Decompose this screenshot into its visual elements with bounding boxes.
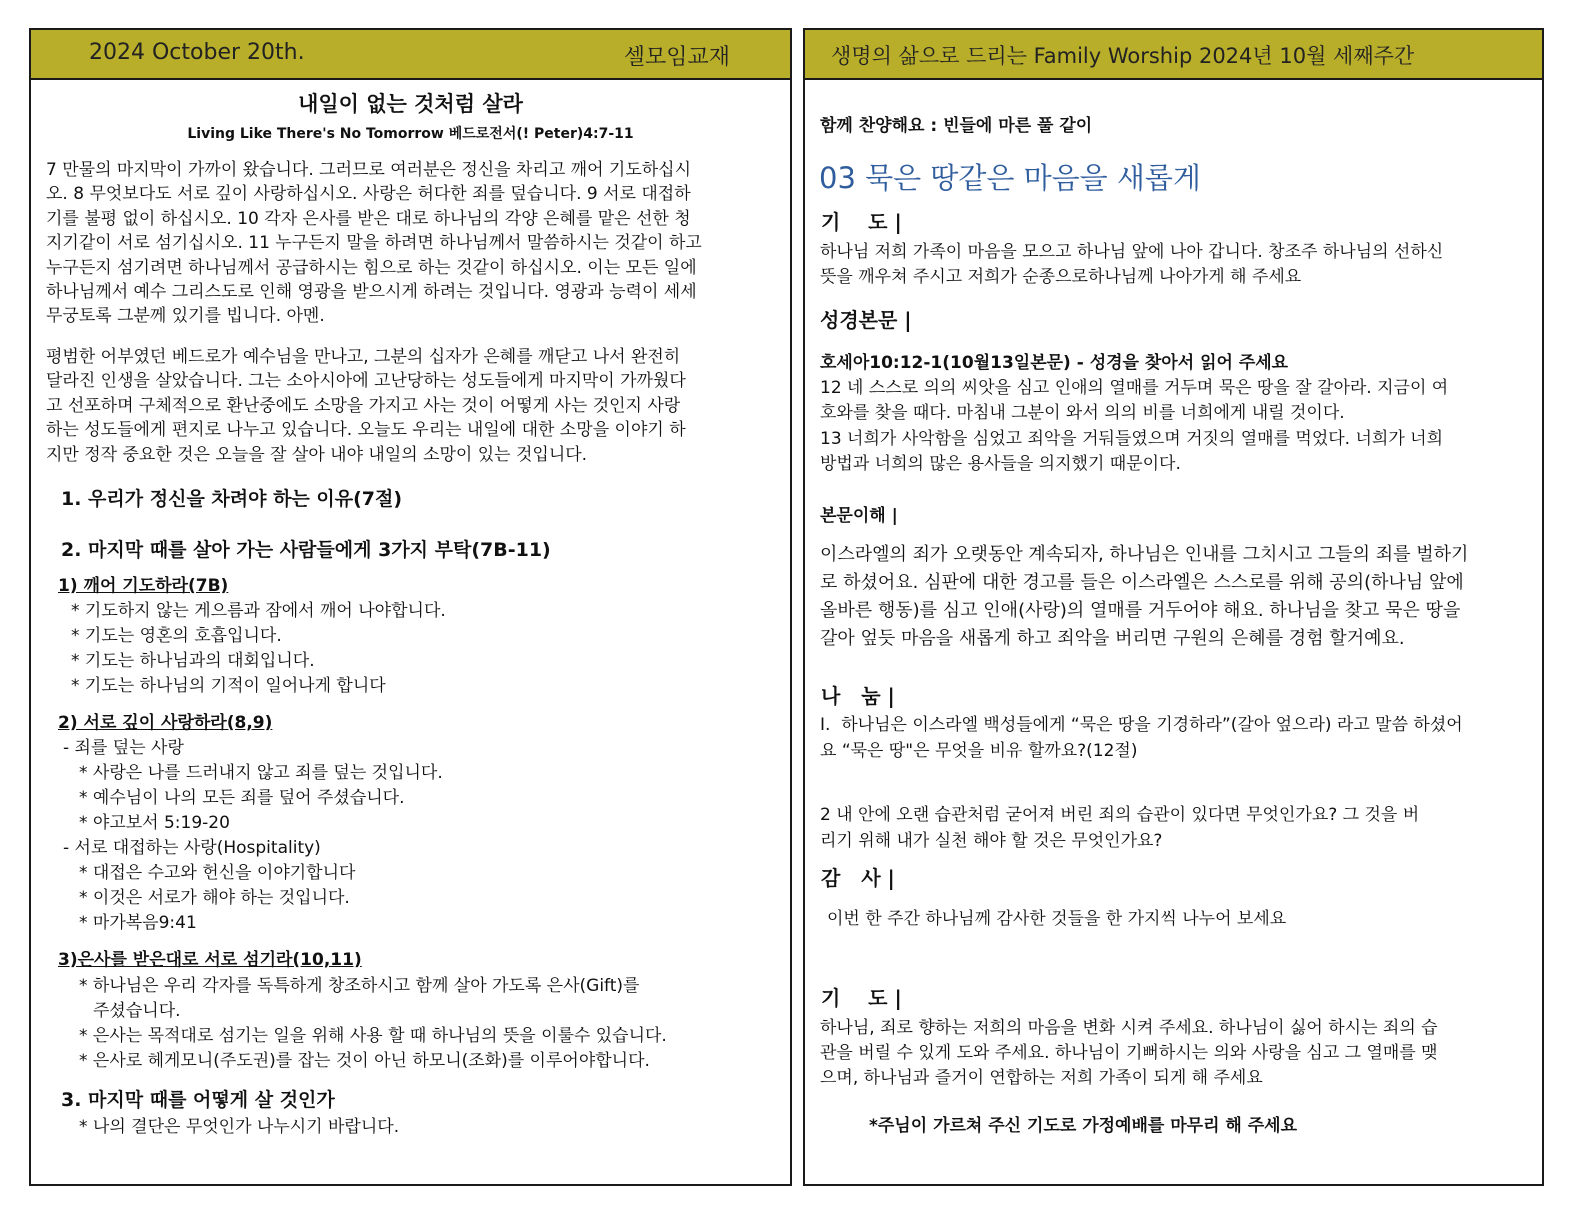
bible-reference: 호세아10:12-1(10월13일본문) - 성경을 찾아서 읽어 주세요 (820, 353, 1289, 373)
point-3-heading: 3. 마지막 때를 어떻게 살 것인가 (61, 1089, 335, 1111)
thanks-heading: 감 사 | (821, 866, 895, 890)
share-question-2-line: 리기 위해 내가 실천 해야 할 것은 무엇인가요? (820, 831, 1163, 851)
left-header-bar (31, 30, 790, 80)
intro-line: 평범한 어부였던 베드로가 예수님을 만나고, 그분의 십자가 은혜를 깨닫고 나서 완전히 (46, 347, 681, 367)
header-title: 생명의 삶으로 드리는 Family Worship 2024년 10월 세째주간 (831, 44, 1415, 68)
understanding-line: 올바른 행동)를 심고 인애(사랑)의 열매를 거두어야 해요. 하나님을 찾고 묵은 땅을 (820, 600, 1461, 621)
closing-prayer-line: 하나님, 죄로 향하는 저희의 마음을 변화 시켜 주세요. 하나님이 싫어 하시는 죄의 습 (820, 1018, 1438, 1038)
closing-prayer-line: 관을 버릴 수 있게 도와 주세요. 하나님이 기뻐하시는 의와 사랑을 심고 그 열매를 맺 (820, 1043, 1438, 1063)
sub-point-3-heading: 3)은사를 받은대로 서로 섬기라(10,11) (58, 950, 362, 970)
right-header-bar (805, 30, 1542, 80)
point-2-heading: 2. 마지막 때를 살아 가는 사람들에게 3가지 부탁(7B-11) (61, 539, 551, 561)
love-line: * 마가복음9:41 (79, 913, 197, 933)
right-body (805, 80, 1542, 1184)
scripture-line: 무궁토록 그분께 있기를 빕니다. 아멘. (46, 306, 325, 327)
right-page (803, 28, 1544, 1186)
bible-heading: 성경본문 | (820, 308, 912, 332)
love-line: * 야고보서 5:19-20 (79, 813, 230, 833)
intro-line: 고 선포하며 구체적으로 환난중에도 소망을 가지고 사는 것이 어떻게 사는 것인지 사랑 (46, 395, 681, 416)
love-line: * 이것은 서로가 해야 하는 것입니다. (79, 888, 350, 908)
sermon-title: 내일이 없는 것처럼 살라 (298, 92, 523, 116)
share-question-2-line: 2 내 안에 오랜 습관처럼 굳어져 버린 죄의 습관이 있다면 무엇인가요? 그 것을 버 (820, 805, 1420, 825)
understanding-heading: 본문이해 | (820, 506, 898, 526)
prayer-bullet: * 기도는 영혼의 호흡입니다. (71, 626, 282, 646)
bible-line: 12 네 스스로 의의 씨앗을 심고 인애의 열매를 거두며 묵은 땅을 잘 갈아라. 지금이 여 (820, 378, 1449, 398)
love-line: * 사랑은 나를 드러내지 않고 죄를 덮는 것입니다. (79, 763, 443, 783)
point-3-item: * 나의 결단은 무엇인가 나누시기 바랍니다. (79, 1117, 400, 1137)
closing-prayer-heading: 기 도 | (821, 986, 902, 1010)
share-question-1-line: I. 하나님은 이스라엘 백성들에게 “묵은 땅을 기경하라”(갈아 엎으라) 라고 말씀 하셨어 (820, 715, 1463, 735)
love-line: * 예수님이 나의 모든 죄를 덮어 주셨습니다. (79, 788, 405, 808)
header-label: 셀모임교재 (623, 45, 730, 70)
prayer-line: 하나님 저희 가족이 마음을 모으고 하나님 앞에 나아 갑니다. 창조주 하나님의 선하신 (820, 242, 1444, 262)
understanding-line: 이스라엘의 죄가 오랫동안 계속되자, 하나님은 인내를 그치시고 그들의 죄를 벌하기 (820, 544, 1469, 565)
left-page (29, 28, 792, 1186)
sub-point-1-heading: 1) 깨어 기도하라(7B) (58, 576, 229, 596)
bible-line: 방법과 너희의 많은 용사들을 의지했기 때문이다. (820, 454, 1181, 474)
scripture-line: 7 만물의 마지막이 가까이 왔습니다. 그러므로 여러분은 정신을 차리고 깨어 기도하십시 (46, 160, 692, 180)
bible-line: 호와를 찾을 때다. 마침내 그분이 와서 의의 비를 너희에게 내릴 것이다. (820, 403, 1345, 423)
intro-line: 하는 성도들에게 편지로 나누고 있습니다. 오늘도 우리는 내일에 대한 소망을 이야기 하 (46, 420, 686, 441)
scripture-line: 오. 8 무엇보다도 서로 깊이 사랑하십시오. 사랑은 허다한 죄를 덮습니다. 9 서로 대접하 (46, 184, 691, 205)
sermon-subtitle: Living Like There's No Tomorrow 베드로전서(! Peter)4:7-11 (187, 126, 634, 142)
closing-prayer-line: 으며, 하나님과 즐거이 연합하는 저희 가족이 되게 해 주세요 (820, 1068, 1263, 1088)
bible-line: 13 너희가 사악함을 심었고 죄악을 거둬들였으며 거짓의 열매를 먹었다. 너희가 너희 (820, 429, 1443, 449)
understanding-line: 갈아 엎듯 마음을 새롭게 하고 죄악을 버리면 구원의 은혜를 경험 할거예요. (820, 628, 1405, 649)
love-line: - 서로 대접하는 사랑(Hospitality) (63, 838, 321, 858)
left-body (31, 80, 790, 1184)
intro-line: 지만 정작 중요한 것은 오늘을 잘 살아 내야 내일의 소망이 있는 것입니다. (46, 444, 588, 465)
praise-song-line: 함께 찬양해요 : 빈들에 마른 풀 같이 (820, 116, 1093, 136)
gift-line: 주셨습니다. (93, 1001, 181, 1021)
gift-line: * 은사는 목적대로 섬기는 일을 위해 사용 할 때 하나님의 뜻을 이룰수 있습니다. (79, 1026, 667, 1046)
closing-instruction: *주님이 가르쳐 주신 기도로 가정예배를 마무리 해 주세요 (869, 1116, 1298, 1136)
sub-point-2-heading: 2) 서로 깊이 사랑하라(8,9) (58, 713, 273, 733)
prayer-heading: 기 도 | (821, 210, 902, 234)
prayer-line: 뜻을 깨우쳐 주시고 저희가 순종으로하나님께 나아가게 해 주세요 (820, 267, 1302, 287)
scripture-line: 하나님께서 예수 그리스도로 인해 영광을 받으시게 하려는 것입니다. 영광과 능력이 세세 (46, 282, 697, 302)
share-question-1-line: 요 “묵은 땅"은 무엇을 비유 할까요?(12절) (820, 741, 1138, 761)
gift-line: * 하나님은 우리 각자를 독특하게 창조하시고 함께 살아 가도록 은사(Gift)를 (79, 976, 640, 996)
point-1-heading: 1. 우리가 정신을 차려야 하는 이유(7절) (61, 488, 403, 510)
scripture-line: 기를 불평 없이 하십시오. 10 각자 은사를 받은 대로 하나님의 각양 은혜를 맡은 선한 청 (46, 208, 691, 229)
intro-line: 달라진 인생을 살았습니다. 그는 소아시아에 고난당하는 성도들에게 마지막이 가까웠다 (46, 371, 686, 392)
gift-line: * 은사로 헤게모니(주도권)를 잡는 것이 아닌 하모니(조화)를 이루어야합니다. (79, 1051, 650, 1071)
thanks-text: 이번 한 주간 하나님께 감사한 것들을 한 가지씩 나누어 보세요 (827, 909, 1287, 929)
share-heading: 나 눔 | (821, 684, 895, 708)
scripture-line: 지기같이 서로 섬기십시오. 11 누구든지 말을 하려면 하나님께서 말씀하시는 것같이 하고 (46, 233, 702, 254)
prayer-bullet: * 기도하지 않는 게으름과 잠에서 깨어 나야합니다. (71, 601, 446, 621)
header-date: 2024 October 20th. (89, 40, 305, 65)
understanding-line: 로 하셨어요. 심판에 대한 경고를 들은 이스라엘은 스스로를 위해 공의(하나님 앞에 (820, 572, 1464, 593)
scripture-line: 누구든지 섬기려면 하나님께서 공급하시는 힘으로 하는 것같이 하십시오. 이는 모든 일에 (46, 257, 697, 278)
love-line: - 죄를 덮는 사랑 (63, 738, 184, 758)
song-title: 03 묵은 땅같은 마음을 새롭게 (819, 161, 1201, 195)
prayer-bullet: * 기도는 하나님과의 대회입니다. (71, 651, 315, 671)
love-line: * 대접은 수고와 헌신을 이야기합니다 (79, 863, 356, 883)
prayer-bullet: * 기도는 하나님의 기적이 일어나게 합니다 (71, 676, 386, 696)
